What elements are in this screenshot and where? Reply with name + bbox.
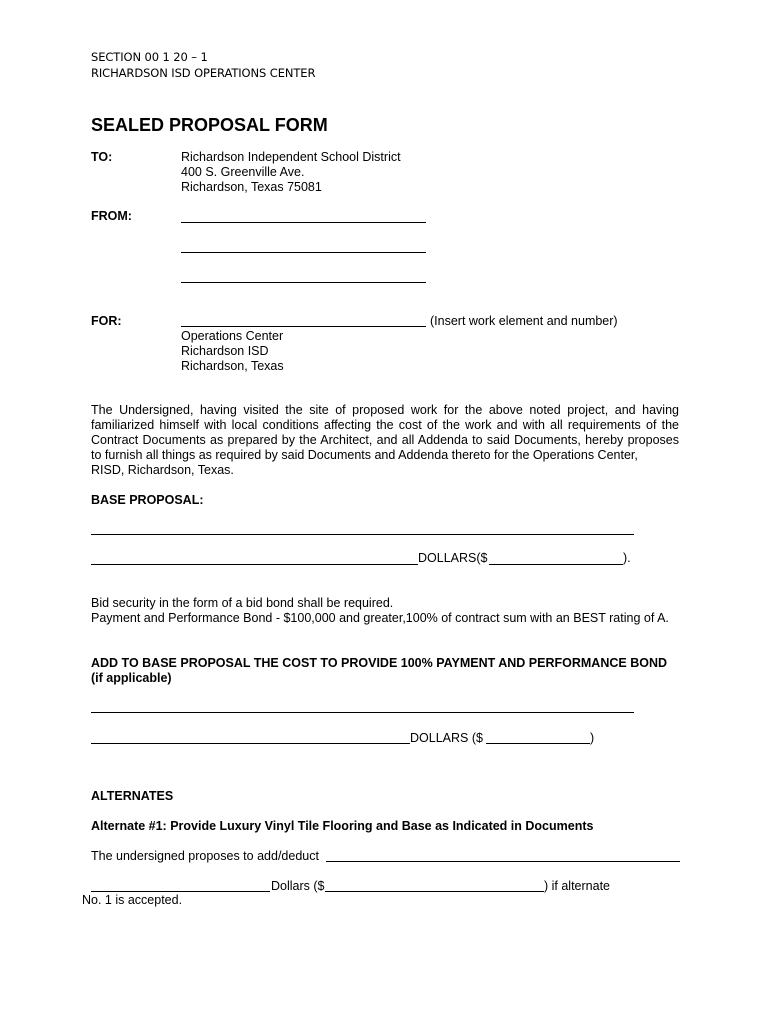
- base-proposal-heading: BASE PROPOSAL:: [91, 493, 204, 507]
- to-label: TO:: [91, 150, 113, 164]
- from-label: FROM:: [91, 209, 132, 223]
- for-line-3: Richardson, Texas: [181, 359, 284, 373]
- alternate-1-title: Alternate #1: Provide Luxury Vinyl Tile Flooring and Base as Indicated in Documents: [91, 819, 594, 833]
- alternate-1-dollars-close: ) if alternate: [544, 879, 611, 893]
- section-number: SECTION 00 1 20 – 1: [91, 50, 208, 64]
- add-bond-amount-line[interactable]: [486, 743, 590, 744]
- alternate-1-add-deduct-line[interactable]: [326, 861, 680, 862]
- performance-bond-text: Payment and Performance Bond - $100,000 and greater,100% of contract sum with an BEST rating of A.: [91, 611, 669, 625]
- add-bond-words-line-1[interactable]: [91, 712, 634, 713]
- from-input-line-2[interactable]: [181, 252, 426, 253]
- intro-paragraph-text: The Undersigned, having visited the site of proposed work for the above noted project, and having familiarized himself with local conditions affecting the cost of the work and with all requirements of the Contract Documents as prepared by the Architect, and all Addenda to said Documents, hereby proposes to furnish all things as required by said Documents and Addenda thereto for the Operations Center,: [91, 403, 679, 462]
- to-line-2: 400 S. Greenville Ave.: [181, 165, 305, 179]
- alternate-1-dollars-label: Dollars ($: [271, 879, 325, 893]
- intro-paragraph: [91, 403, 679, 478]
- to-line-1: Richardson Independent School District: [181, 150, 401, 164]
- alternate-1-words-line[interactable]: [91, 891, 270, 892]
- to-line-3: Richardson, Texas 75081: [181, 180, 322, 194]
- for-input-line[interactable]: [181, 326, 426, 327]
- bid-security-text: Bid security in the form of a bid bond shall be required.: [91, 596, 394, 610]
- add-bond-dollars-close: ): [590, 731, 595, 745]
- for-label: FOR:: [91, 314, 122, 328]
- for-line-1: Operations Center: [181, 329, 284, 343]
- intro-paragraph-last-line: RISD, Richardson, Texas.: [91, 463, 234, 477]
- alternates-heading: ALTERNATES: [91, 789, 174, 803]
- base-proposal-amount-line[interactable]: [489, 564, 623, 565]
- base-proposal-words-line-2[interactable]: [91, 564, 418, 565]
- page-title: SEALED PROPOSAL FORM: [91, 115, 328, 135]
- alternate-1-proposes-label: The undersigned proposes to add/deduct: [91, 849, 319, 863]
- add-bond-heading-note: (if applicable): [91, 671, 172, 685]
- base-proposal-dollars-label: DOLLARS($: [418, 551, 488, 565]
- base-proposal-words-line-1[interactable]: [91, 534, 634, 535]
- from-input-line-3[interactable]: [181, 282, 426, 283]
- alternate-1-amount-line[interactable]: [325, 891, 544, 892]
- add-bond-dollars-label: DOLLARS ($: [410, 731, 483, 745]
- for-line-2: Richardson ISD: [181, 344, 269, 358]
- add-bond-heading: ADD TO BASE PROPOSAL THE COST TO PROVIDE 100% PAYMENT AND PERFORMANCE BOND: [91, 656, 668, 670]
- base-proposal-dollars-close: ).: [623, 551, 631, 565]
- add-bond-words-line-2[interactable]: [91, 743, 410, 744]
- alternate-1-accepted-text: No. 1 is accepted.: [82, 893, 183, 907]
- for-hint: (Insert work element and number): [430, 314, 618, 328]
- from-input-line-1[interactable]: [181, 222, 426, 223]
- project-name: RICHARDSON ISD OPERATIONS CENTER: [91, 66, 316, 80]
